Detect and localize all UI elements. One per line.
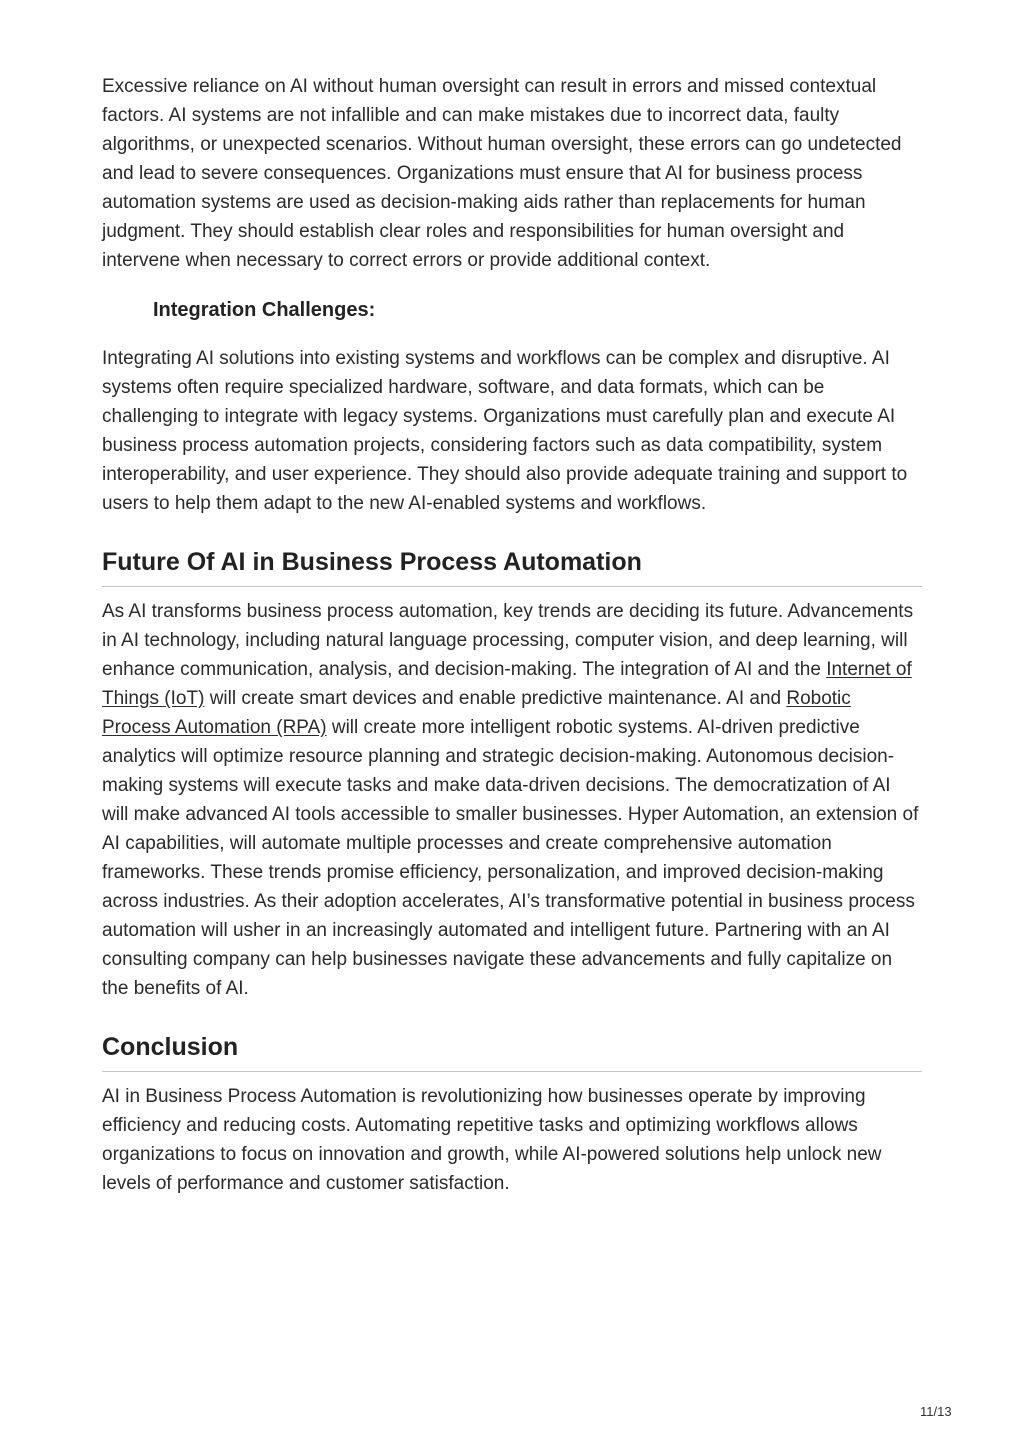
integration-challenges-heading: Integration Challenges: [153, 299, 376, 321]
integration-challenges-paragraph: Integrating AI solutions into existing systems and workflows can be complex and disruptive. AI systems often require specialized hardware, software, and data formats, which can be challenging to integrate with legacy systems. Organizations must carefully plan and execute AI business process automation projects, considering factors such as data compatibility, system interoperability, and user experience. They should also provide adequate training and support to users to help them adapt to the new AI-enabled systems and workflows. [102, 348, 908, 514]
future-text-1: As AI transforms business process automation, key trends are deciding its future. Advancements in AI technology, including natural language processing, computer vision, and deep learning, will enhance communication, analysis, and decision-making. The integration of AI and the [102, 601, 914, 680]
conclusion-paragraph: AI in Business Process Automation is revolutionizing how businesses operate by improving efficiency and reducing costs. Automating repetitive tasks and optimizing workflows allows organizations to focus on innovation and growth, while AI-powered solutions help unlock new levels of performance and customer satisfaction. [102, 1086, 882, 1194]
future-text-3: will create more intelligent robotic systems. AI-driven predictive analytics will optimize resource planning and strategic decision-making. Autonomous decision-making systems will execute tasks and make data-driven decisions. The democratization of AI will make advanced AI tools accessible to smaller businesses. Hyper Automation, an extension of AI capabilities, will automate multiple processes and create comprehensive automation frameworks. These trends promise efficiency, personalization, and improved decision-making across industries. As their adoption accelerates, AI’s transformative potential in business process automation will usher in an increasingly automated and intelligent future. Partnering with an AI consulting company can help businesses navigate these advancements and fully capitalize on the benefits of AI. [102, 717, 919, 999]
future-section-heading: Future Of AI in Business Process Automation [102, 546, 922, 587]
iot-link[interactable]: Internet of Things (IoT) [102, 659, 912, 709]
conclusion-heading: Conclusion [102, 1031, 922, 1072]
oversight-paragraph: Excessive reliance on AI without human oversight can result in errors and missed contextual factors. AI systems are not infallible and can make mistakes due to incorrect data, faulty algorithms, or unexpected scenarios. Without human oversight, these errors can go undetected and lead to severe consequences. Organizations must ensure that AI for business process automation systems are used as decision-making aids rather than replacements for human judgment. They should establish clear roles and responsibilities for human oversight and intervene when necessary to correct errors or provide additional context. [102, 76, 902, 271]
future-paragraph [102, 597, 922, 1003]
future-text-2: will create smart devices and enable predictive maintenance. AI and [204, 688, 787, 709]
page-number: 11/13 [920, 1404, 952, 1419]
document-page [102, 72, 922, 1198]
rpa-link[interactable]: Robotic Process Automation (RPA) [102, 688, 851, 738]
